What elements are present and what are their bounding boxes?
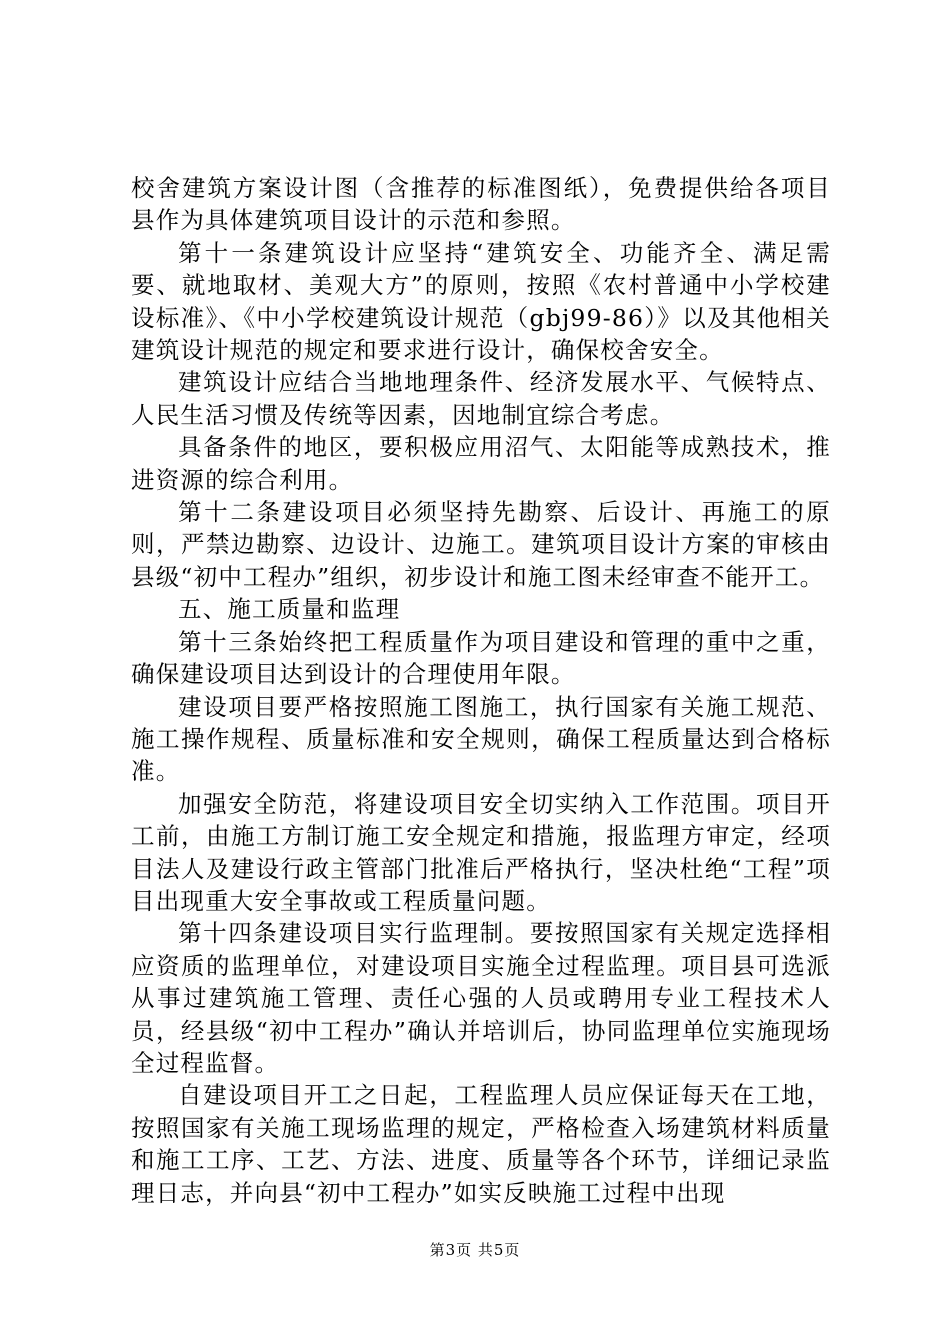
document-body bbox=[131, 172, 831, 1209]
paragraph-5: 第十二条建设项目必须坚持先勘察、后设计、再施工的原则，严禁边勘察、边设计、边施工。建筑项目设计方案的审核由县级“初中工程办”组织，初步设计和施工图未经审查不能开工。 bbox=[131, 498, 831, 591]
section-heading: 五、施工质量和监理 bbox=[178, 595, 401, 624]
paragraph-8: 建设项目要严格按照施工图施工，执行国家有关施工规范、施工操作规程、质量标准和安全规则，确保工程质量达到合格标准。 bbox=[131, 692, 831, 786]
page-number-footer: 第3页 共5页 bbox=[429, 1241, 521, 1259]
paragraph-2: 第十一条建筑设计应坚持“建筑安全、功能齐全、满足需要、就地取材、美观大方”的原则，按照《农村普通中小学校建设标准》、《中小学校建筑设计规范（gbj99-86）》以及其他相关建筑设计规范的规定和要求进行设计，确保校舍安全。 bbox=[131, 238, 831, 365]
paragraph-1: 校舍建筑方案设计图（含推荐的标准图纸），免费提供给各项目县作为具体建筑项目设计的示范和参照。 bbox=[131, 174, 831, 235]
paragraph-7: 第十三条始终把工程质量作为项目建设和管理的重中之重，确保建设项目达到设计的合理使用年限。 bbox=[131, 627, 831, 689]
paragraph-9: 加强安全防范，将建设项目安全切实纳入工作范围。项目开工前，由施工方制订施工安全规定和措施，报监理方审定，经项目法人及建设行政主管部门批准后严格执行，坚决杜绝“工程”项目出现重大安全事故或工程质量问题。 bbox=[131, 789, 831, 915]
paragraph-10: 第十四条建设项目实行监理制。要按照国家有关规定选择相应资质的监理单位，对建设项目实施全过程监理。项目县可选派从事过建筑施工管理、责任心强的人员或聘用专业工程技术人员，经县级“初中工程办”确认并培训后，协同监理单位实施现场全过程监督。 bbox=[131, 919, 831, 1077]
paragraph-11: 自建设项目开工之日起，工程监理人员应保证每天在工地，按照国家有关施工现场监理的规定，严格检查入场建筑材料质量和施工工序、工艺、方法、进度、质量等各个环节，详细记录监理日志，并向县“初中工程办”如实反映施工过程中出现 bbox=[131, 1081, 831, 1207]
paragraph-3: 建筑设计应结合当地地理条件、经济发展水平、气候特点、人民生活习惯及传统等因素，因地制宜综合考虑。 bbox=[131, 368, 831, 429]
paragraph-4: 具备条件的地区，要积极应用沼气、太阳能等成熟技术，推进资源的综合利用。 bbox=[131, 433, 831, 494]
